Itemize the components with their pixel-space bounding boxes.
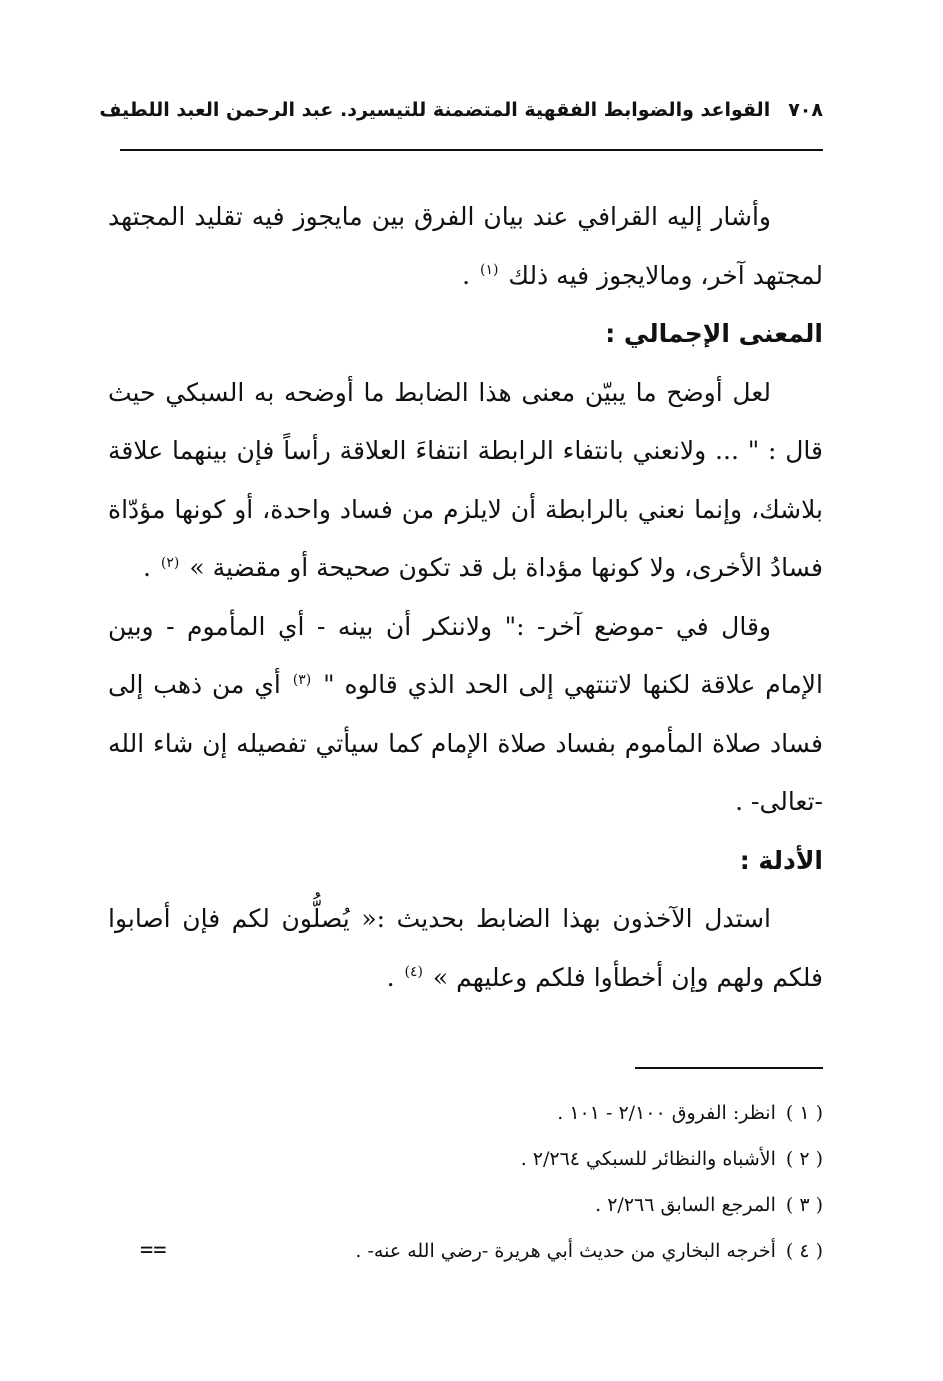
paragraph-text-continued: أي من ذهب إلى فساد صلاة المأموم بفساد صلاة الإمام كما سيأتي تفصيله إن شاء الله -تعالى- .: [108, 670, 823, 816]
footnote-number: ( ١ ): [785, 1102, 823, 1124]
page-number: ٧٠٨: [788, 99, 823, 121]
paragraph-text: وأشار إليه القرافي عند بيان الفرق بين مايجوز فيه تقليد المجتهد لمجتهد آخر، ومالايجوز فيه ذلك: [108, 202, 823, 290]
paragraph-tail: .: [143, 553, 151, 582]
footnote-ref: (١): [479, 262, 499, 279]
paragraph-text: لعل أوضح ما يبيّن معنى هذا الضابط ما أوضحه به السبكي حيث قال : " ... ولانعني بانتفاء الرابطة انتفاءَ العلاقة رأساً فإن بينهما علاقة بلاشك، وإنما نعني بالرابطة أن لايلزم من فساد واحدة، أو كونها مؤدّاة فسادُ الأخرى، ولا كونها مؤداة بل قد تكون صحيحة أو مقضية »: [108, 377, 824, 582]
paragraph-text: استدل الآخذون بهذا الضابط بحديث :« يُصلُّون لكم فإن أصابوا فلكم ولهم وإن أخطأوا فلكم وعليهم »: [108, 904, 823, 992]
paragraph-another-place: [108, 598, 823, 832]
footnote-text: أخرجه البخاري من حديث أبي هريرة -رضي الله عنه- .: [355, 1240, 776, 1262]
paragraph-hadith: [108, 890, 823, 1007]
footnote-item: [120, 1228, 823, 1274]
paragraph-tail: .: [462, 260, 471, 290]
footnote-ref: (٢): [160, 554, 180, 571]
footnote-divider: [635, 1067, 823, 1069]
footnote-item: [120, 1182, 823, 1228]
footnote-text: المرجع السابق ٢/٢٦٦ .: [595, 1194, 776, 1216]
book-title: القواعد والضوابط الفقهية المتضمنة للتيسير: [356, 99, 771, 121]
footnote-item: [120, 1136, 823, 1182]
footnote-text: الأشباه والنظائر للسبكي ٢/٢٦٤ .: [520, 1148, 776, 1170]
footnote-text: انظر: الفروق ٢/١٠٠ - ١٠١ .: [557, 1102, 776, 1124]
footnote-ref: (٤): [404, 964, 423, 981]
footnote-number: ( ٤ ): [785, 1240, 823, 1262]
paragraph-subki: [108, 364, 823, 598]
footnote-number: ( ٣ ): [785, 1194, 823, 1216]
paragraph-qarafi: [108, 188, 823, 305]
paragraph-tail: .: [386, 962, 395, 992]
section-heading-general-meaning: المعنى الإجمالي :: [605, 319, 823, 348]
footnotes: [120, 1090, 823, 1274]
author-name: د. عبد الرحمن العبد اللطيف: [99, 99, 357, 121]
footnote-number: ( ٢ ): [785, 1148, 823, 1170]
paragraph-text: وقال في -موضع آخر- :" ولاننكر أن بينه - أي المأموم - وبين الإمام علاقة لكنها لاتنتهي إلى الحد الذي قالوه ": [108, 611, 823, 699]
main-text: [108, 188, 823, 1007]
header-divider: [120, 149, 823, 151]
footnote-ref: (٣): [292, 671, 312, 688]
section-heading-evidence: الأدلة :: [739, 845, 823, 875]
continuation-mark: ==: [140, 1238, 167, 1263]
footnote-item: [120, 1090, 823, 1136]
running-header: [99, 90, 823, 130]
